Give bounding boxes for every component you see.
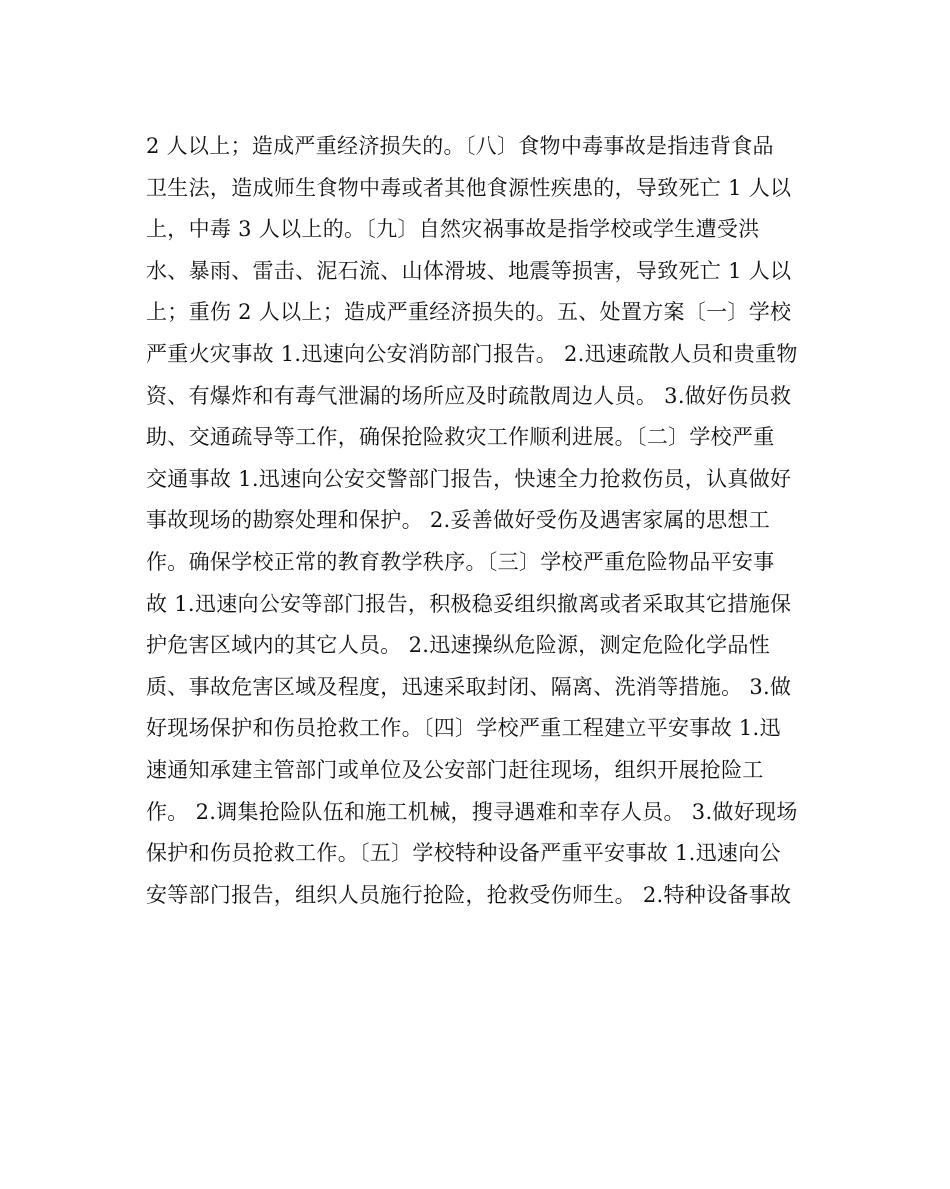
text-line: 上；重伤 2 人以上；造成严重经济损失的。五、处置方案〔一〕学校 (146, 300, 792, 325)
text-line: 故 1.迅速向公安等部门报告，积极稳妥组织撤离或者采取其它措施保 (146, 591, 792, 616)
text-line: 好现场保护和伤员抢救工作。〔四〕学校严重工程建立平安事故 1.迅 (146, 716, 781, 741)
text-line: 交通事故 1.迅速向公安交警部门报告，快速全力抢救伤员，认真做好 (146, 466, 792, 491)
text-line: 水、暴雨、雷击、泥石流、山体滑坡、地震等损害，导致死亡 1 人以 (146, 258, 792, 283)
text-line: 保护和伤员抢救工作。〔五〕学校特种设备严重平安事故 1.迅速向公 (146, 841, 781, 866)
text-line: 上，中毒 3 人以上的。〔九〕自然灾祸事故是指学校或学生遭受洪 (146, 217, 760, 242)
text-line: 严重火灾事故 1.迅速向公安消防部门报告。 2.迅速疏散人员和贵重物 (146, 341, 798, 366)
text-line: 速通知承建主管部门或单位及公安部门赶往现场，组织开展抢险工 (146, 757, 764, 782)
text-line: 安等部门报告，组织人员施行抢险，抢救受伤师生。 2.特种设备事故 (146, 882, 792, 907)
text-line: 作。确保学校正常的教育教学秩序。〔三〕学校严重危险物品平安事 (146, 549, 775, 574)
text-line: 护危害区域内的其它人员。 2.迅速操纵危险源，测定危险化学品性 (146, 633, 771, 658)
text-line: 资、有爆炸和有毒气泄漏的场所应及时疏散周边人员。 3.做好伤员救 (146, 383, 792, 408)
text-line: 卫生法，造成师生食物中毒或者其他食源性疾患的，导致死亡 1 人以 (146, 175, 792, 200)
text-line: 事故现场的勘察处理和保护。 2.妥善做好受伤及遇害家属的思想工 (146, 508, 771, 533)
text-line: 助、交通疏导等工作，确保抢险救灾工作顺利进展。〔二〕学校严重 (146, 425, 775, 450)
text-line: 质、事故危害区域及程度，迅速采取封闭、隔离、洗消等措施。 3.做 (146, 674, 792, 699)
text-line: 作。 2.调集抢险队伍和施工机械，搜寻遇难和幸存人员。 3.做好现场 (146, 799, 798, 824)
body-text (146, 126, 816, 916)
text-line: 2 人以上；造成严重经济损失的。〔八〕食物中毒事故是指违背食品 (146, 134, 774, 158)
